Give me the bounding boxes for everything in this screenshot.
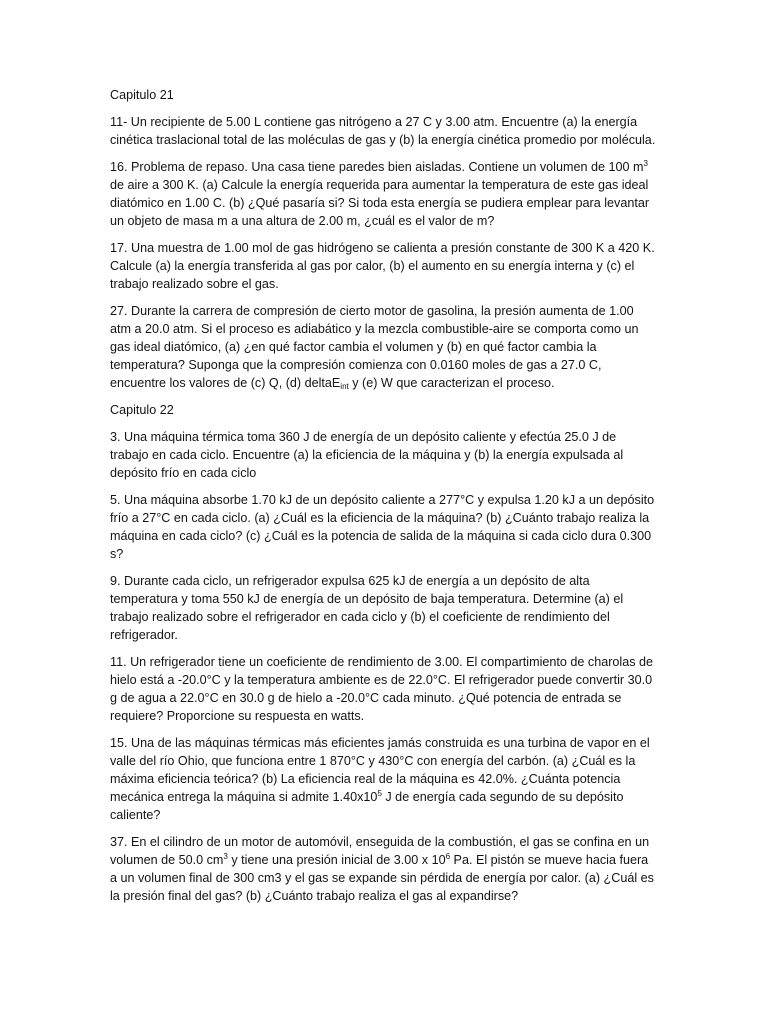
problem-22-11: 11. Un refrigerador tiene un coeficiente de rendimiento de 3.00. El compartimiento de charolas de hielo está a -20.0°C y la temperatura ambiente es de 22.0°C. El refrigerador puede convertir 30.0 g de agua a 22.0°C en 30.0 g de hielo a -20.0°C cada minuto. ¿Qué potencia de entrada se requiere? Proporcione su respuesta en watts. xyxy=(110,655,654,723)
problem-text: 15. Una de las máquinas térmicas más eficientes jamás construida es una turbina de vapor en el valle del río Ohio, que funciona entre 1 870°C y 430°C con energía del carbón. (a) ¿Cuál es la máxima eficiencia teórica? (b) La eficiencia real de la máquina es 42.0%. ¿Cuánta potencia mecánica entrega la máquina si admite 1.40x10 xyxy=(110,736,650,804)
problem-text: 37. En el cilindro de un motor de automóvil, enseguida de la combustión, el gas se confina en un volumen de 50.0 cm xyxy=(110,835,650,867)
problem-21-27 xyxy=(110,302,658,392)
superscript: 5 xyxy=(377,789,382,798)
problem-22-15 xyxy=(110,734,658,824)
problem-text: y tiene una presión inicial de 3.00 x 10 xyxy=(227,853,446,867)
problem-text: J de energía cada segundo de su depósito caliente? xyxy=(110,790,624,822)
problem-22-9: 9. Durante cada ciclo, un refrigerador expulsa 625 kJ de energía a un depósito de alta temperatura y toma 550 kJ de energía de un depósito de baja temperatura. Determine (a) el trabajo realizado sobre el refrigerador en cada ciclo y (b) el coeficiente de rendimiento del refrigerador. xyxy=(110,574,624,642)
problem-22-37 xyxy=(110,833,658,905)
document-body xyxy=(110,86,658,914)
superscript: 3 xyxy=(643,159,648,168)
problem-text: 27. Durante la carrera de compresión de cierto motor de gasolina, la presión aumenta de 1.00 atm a 20.0 atm. Si el proceso es adiabático y la mezcla combustible-aire se comporta como un gas ideal diatómico, (a) ¿en qué factor cambia el volumen y (b) en qué factor cambia la temperatura? Suponga que la compresión comienza con 0.0160 moles de gas a 27.0 C, encuentre los valores de (c) Q, (d) deltaE xyxy=(110,304,639,390)
subscript: int xyxy=(340,382,349,391)
problem-21-16 xyxy=(110,158,658,230)
problem-text: Pa. El pistón se mueve hacia fuera a un volumen final de 300 cm3 y el gas se expande sin pérdida de energía por calor. (a) ¿Cuál es la presión final del gas? (b) ¿Cuánto trabajo realiza el gas al expandirse? xyxy=(110,853,654,903)
problem-22-3: 3. Una máquina térmica toma 360 J de energía de un depósito caliente y efectúa 25.0 J de trabajo en cada ciclo. Encuentre (a) la eficiencia de la máquina y (b) la energía expulsada al depósito frío en cada ciclo xyxy=(110,430,624,480)
problem-21-11: 11- Un recipiente de 5.00 L contiene gas nitrógeno a 27 C y 3.00 atm. Encuentre (a) la energía cinética traslacional total de las moléculas de gas y (b) la energía cinética promedio por molécula. xyxy=(110,115,656,147)
superscript: 6 xyxy=(445,852,451,861)
chapter-21-heading: Capitulo 21 xyxy=(110,88,174,102)
problem-text: 16. Problema de repaso. Una casa tiene paredes bien aisladas. Contiene un volumen de 100 m xyxy=(110,160,644,174)
problem-21-17: 17. Una muestra de 1.00 mol de gas hidrógeno se calienta a presión constante de 300 K a 420 K. Calcule (a) la energía transferida al gas por calor, (b) el aumento en su energía interna y (c) el trabajo realizado sobre el gas. xyxy=(110,241,655,291)
problem-text: y (e) W que caracterizan el proceso. xyxy=(348,376,555,390)
chapter-22-heading: Capitulo 22 xyxy=(110,403,174,417)
superscript: 3 xyxy=(223,852,228,861)
problem-22-5: 5. Una máquina absorbe 1.70 kJ de un depósito caliente a 277°C y expulsa 1.20 kJ a un depósito frío a 27°C en cada ciclo. (a) ¿Cuál es la eficiencia de la máquina? (b) ¿Cuánto trabajo realiza la máquina en cada ciclo? (c) ¿Cuál es la potencia de salida de la máquina si cada ciclo dura 0.300 s? xyxy=(110,493,655,561)
problem-text: de aire a 300 K. (a) Calcule la energía requerida para aumentar la temperatura de este gas ideal diatómico en 1.00 C. (b) ¿Qué pasaría si? Si toda esta energía se pudiera emplear para levantar un objeto de masa m a una altura de 2.00 m, ¿cuál es el valor de m? xyxy=(110,178,650,228)
